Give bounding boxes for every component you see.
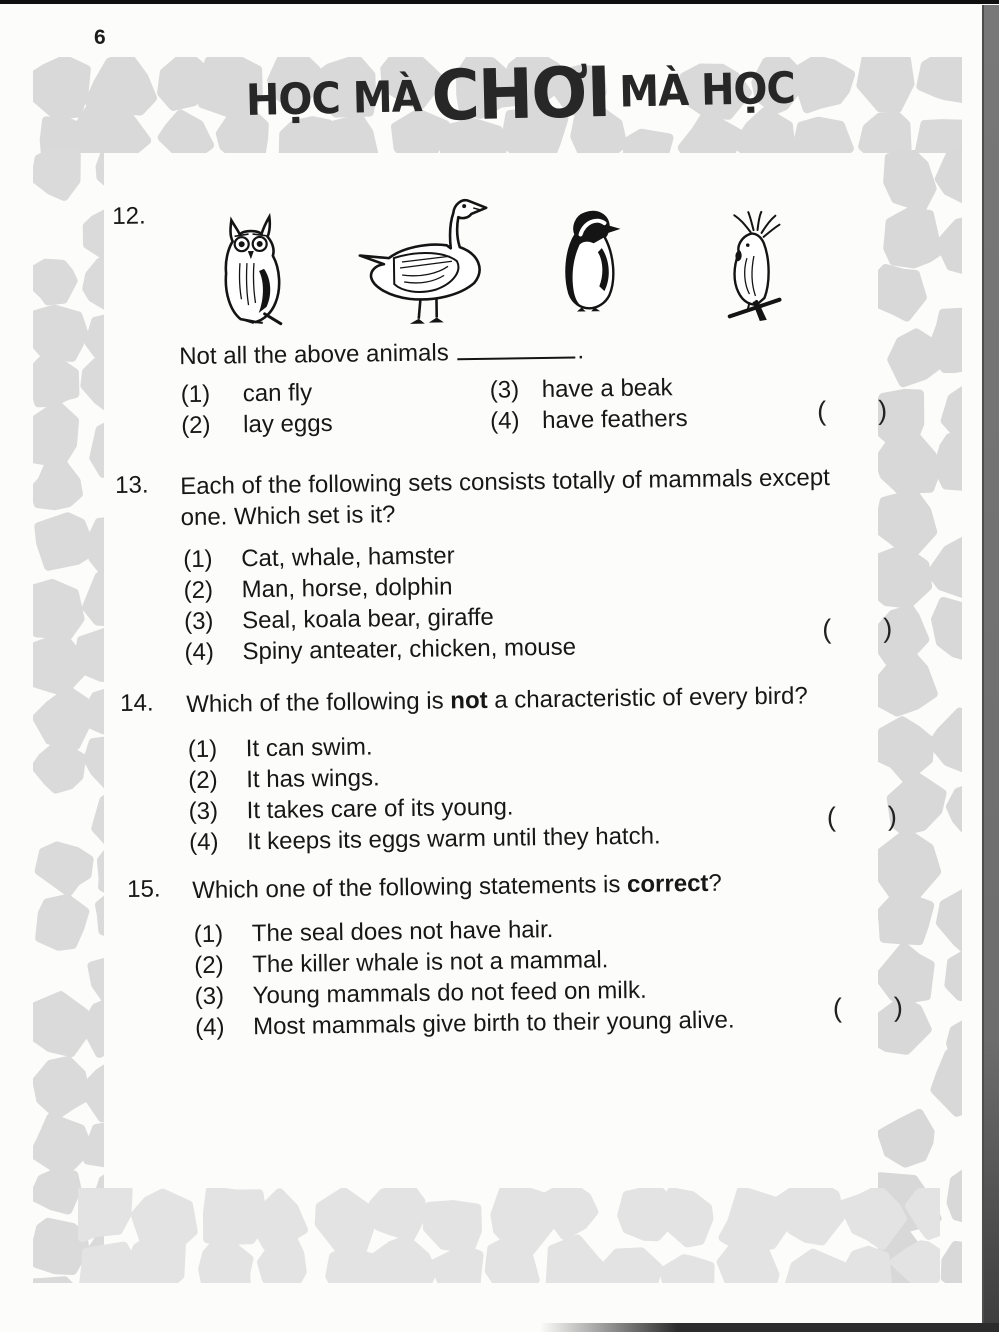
question-14-number: 14. [120, 689, 154, 717]
option-number: (3) [183, 607, 214, 636]
question-15-number: 15. [127, 875, 161, 903]
option-label: have feathers [541, 404, 688, 435]
option-label: Spiny anteater, chicken, mouse [242, 633, 577, 666]
question-13-options [183, 539, 576, 668]
penguin-image [552, 208, 631, 312]
scan-right-edge [982, 5, 999, 1332]
option-label: It can swim. [245, 733, 373, 763]
option-number: (4) [194, 1013, 225, 1042]
option-number: (3) [194, 982, 225, 1011]
page-number: 6 [94, 26, 106, 49]
title-part-2: CHƠI [430, 51, 611, 137]
question-12-options [181, 372, 688, 441]
option-number: (1) [183, 545, 213, 574]
option-label: can fly [242, 379, 313, 408]
option-label: have a beak [541, 374, 673, 404]
bracket-open: ( [822, 614, 832, 645]
stem-line-1: Each of the following sets consists totally of mammals except [180, 464, 830, 501]
bracket-open: ( [832, 993, 843, 1024]
option-number: (1) [180, 380, 211, 409]
answer-bracket [833, 992, 903, 1024]
option-label: It takes care of its young. [246, 793, 514, 825]
answer-bracket [827, 801, 897, 833]
question-14-stem [186, 680, 808, 720]
option-number: (3) [489, 376, 520, 404]
option-label: Man, horse, dolphin [241, 573, 453, 604]
option-label: The seal does not have hair. [251, 916, 554, 948]
bracket-open: ( [816, 396, 827, 427]
option-number: (3) [188, 797, 219, 826]
option-label: Young mammals do not feed on milk. [252, 976, 647, 1010]
cockatoo-image [720, 210, 786, 323]
stem-text: a characteristic of every bird? [487, 682, 808, 714]
question-12-stem-text: Not all the above animals [179, 339, 449, 371]
option-number: (4) [184, 638, 215, 667]
stem-text: Which of the following is [186, 687, 451, 719]
question-12-stem [179, 335, 584, 372]
border-pattern-bottom [78, 1188, 940, 1283]
option-label: Most mammals give birth to their young alive. [252, 1006, 735, 1041]
option-number: (4) [188, 828, 219, 857]
stem-line-2: one. Which set is it? [180, 501, 396, 532]
option-label: lay eggs [243, 409, 333, 439]
option-number: (1) [193, 920, 224, 949]
question-15-stem [192, 868, 722, 906]
answer-bracket [817, 395, 887, 427]
stem-text: Which one of the following statements is [192, 871, 628, 905]
border-pattern-left [33, 150, 104, 1283]
bracket-close: ) [893, 992, 904, 1023]
owl-image [205, 210, 297, 326]
answer-bracket [822, 613, 892, 645]
goose-image [345, 191, 499, 329]
option-number: (1) [187, 735, 218, 764]
question-15-options [194, 912, 735, 1044]
book-title-banner [245, 50, 796, 139]
question-13-stem [180, 462, 830, 533]
option-number: (2) [183, 576, 214, 605]
title-part-1: HỌC MÀ [245, 71, 423, 126]
question-13-number: 13. [115, 471, 149, 499]
question-14-options [188, 727, 661, 858]
title-part-3: MÀ HỌC [618, 63, 796, 117]
option-number: (2) [181, 411, 211, 440]
stem-bold-word: correct [626, 869, 709, 899]
option-label: The killer whale is not a mammal. [252, 946, 609, 979]
option-label: Cat, whale, hamster [241, 542, 455, 573]
question-15 [127, 865, 929, 1056]
question-12-stem-period: . [577, 337, 585, 365]
bracket-open: ( [826, 802, 837, 833]
option-label: Seal, koala bear, giraffe [241, 603, 494, 635]
question-12-number: 12. [112, 202, 146, 230]
stem-text: ? [708, 869, 722, 897]
answer-blank-line [457, 336, 575, 361]
scan-top-edge [0, 0, 999, 4]
scan-bottom-edge [540, 1323, 999, 1332]
question-14 [120, 679, 922, 865]
bracket-close: ) [877, 395, 888, 426]
bracket-close: ) [883, 613, 893, 644]
option-label: It has wings. [246, 764, 380, 794]
option-number: (2) [188, 766, 218, 795]
bracket-close: ) [887, 801, 898, 832]
question-13 [115, 461, 918, 672]
option-number: (4) [489, 407, 520, 435]
stem-bold-word: not [450, 686, 488, 715]
option-number: (2) [194, 951, 224, 980]
question-12 [112, 185, 916, 456]
option-label: It keeps its eggs warm until they hatch. [246, 822, 661, 856]
